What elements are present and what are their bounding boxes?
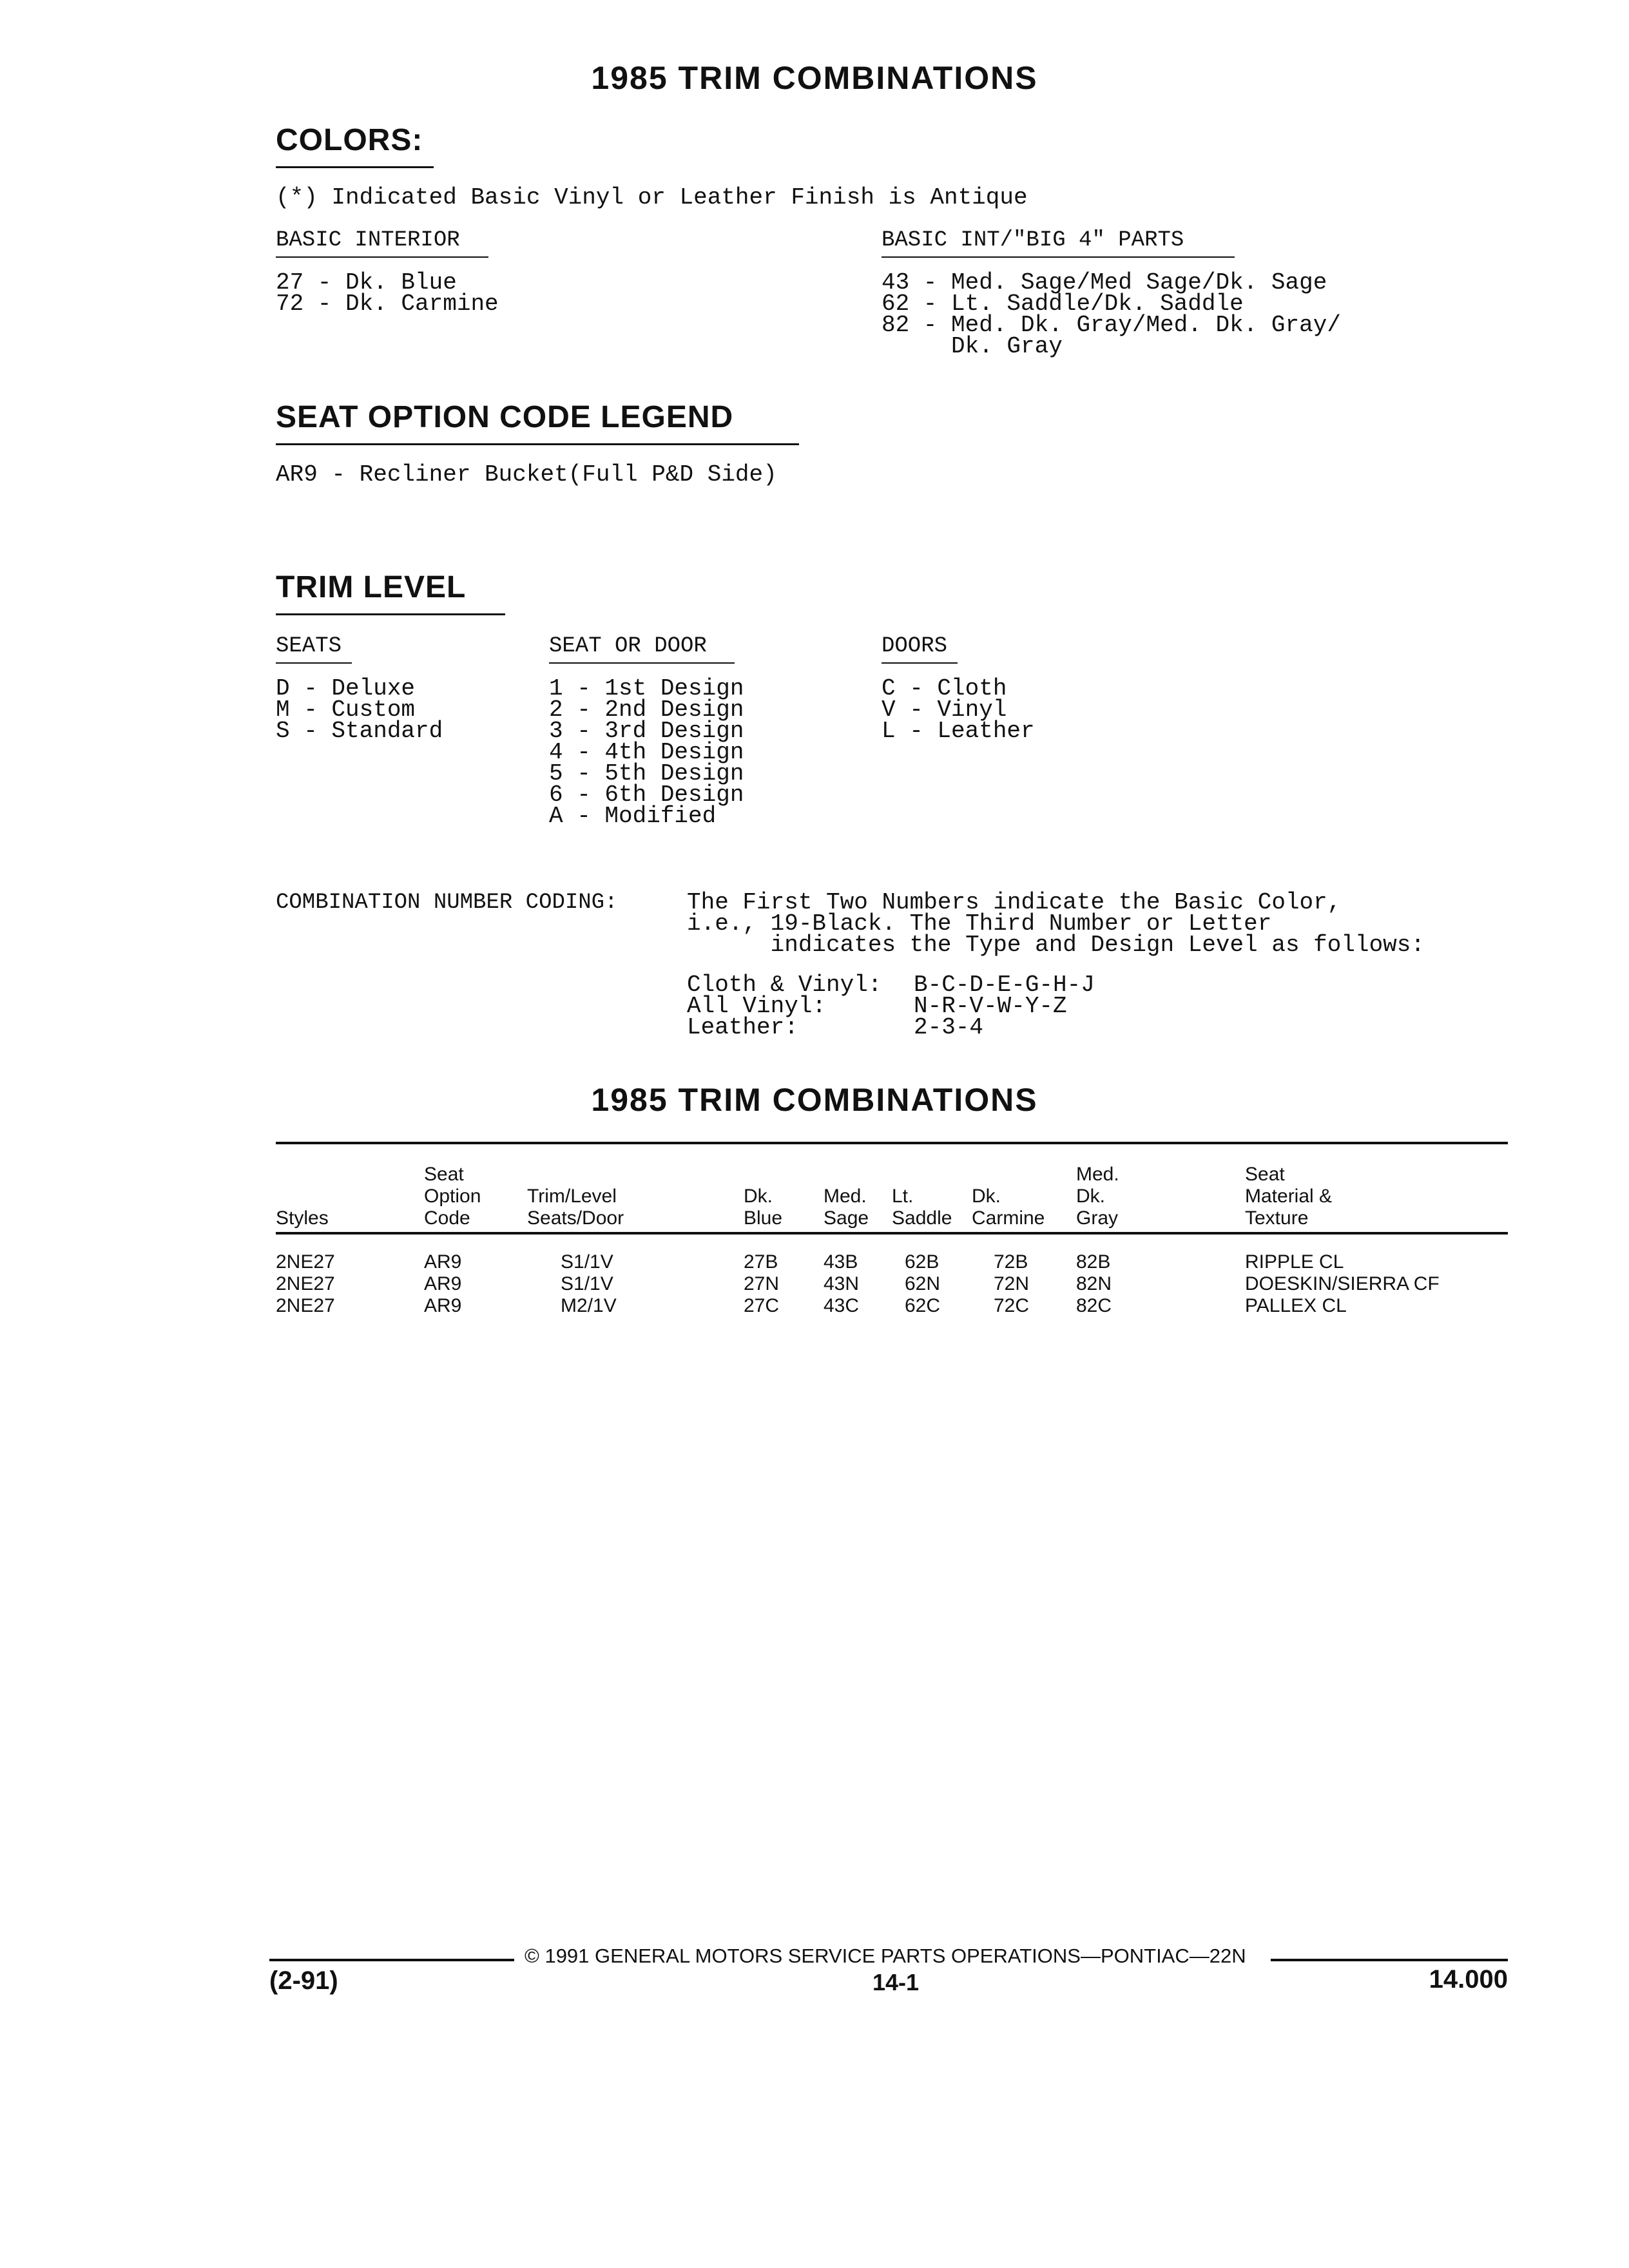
cell-trim-level: S1/1V xyxy=(561,1273,613,1294)
cell-seat-material: RIPPLE CL xyxy=(1245,1251,1344,1273)
cell-med-dk-gray: 82B xyxy=(1076,1251,1111,1273)
col-header-styles xyxy=(276,1207,329,1229)
seat-or-door-header: SEAT OR DOOR xyxy=(549,634,707,658)
list-item: 6 - 6th Design xyxy=(549,782,744,808)
colors-underline xyxy=(276,166,434,168)
trim-level-underline xyxy=(276,613,505,615)
cell-style: 2NE27 xyxy=(276,1251,335,1273)
cell-med-sage: 43C xyxy=(824,1295,860,1316)
coding-description xyxy=(687,889,1425,958)
page-title: 1985 TRIM COMBINATIONS xyxy=(591,60,1038,96)
col-header-trim-level xyxy=(527,1186,624,1229)
header-line: Blue xyxy=(744,1207,783,1229)
table-top-rule xyxy=(276,1142,1508,1144)
table-title: 1985 TRIM COMBINATIONS xyxy=(591,1082,1038,1118)
col-header-dk-blue xyxy=(744,1186,782,1229)
big4-header: BASIC INT/"BIG 4" PARTS xyxy=(882,228,1184,253)
header-line: Seat xyxy=(1245,1164,1285,1185)
cell-dk-carmine: 72C xyxy=(994,1295,1030,1316)
coding-type-codes-item: N-R-V-W-Y-Z xyxy=(914,993,1067,1019)
header-line: Option xyxy=(424,1186,481,1207)
header-line: Texture xyxy=(1245,1207,1309,1229)
header-line: Material & xyxy=(1245,1186,1333,1207)
cell-lt-saddle: 62C xyxy=(905,1295,941,1316)
coding-type-codes-item: B-C-D-E-G-H-J xyxy=(914,972,1095,998)
big4-list xyxy=(882,269,1341,360)
header-line: Saddle xyxy=(892,1207,952,1229)
coding-type-label: All Vinyl: xyxy=(687,993,827,1019)
header-line: Dk. xyxy=(972,1186,1001,1207)
cell-seat-option: AR9 xyxy=(424,1295,462,1316)
footer-page-number: 14-1 xyxy=(872,1969,920,1995)
list-item: A - Modified xyxy=(549,803,717,829)
col-header-med-sage xyxy=(824,1186,869,1229)
header-line: Lt. xyxy=(892,1186,914,1207)
seat-option-heading: SEAT OPTION CODE LEGEND xyxy=(276,400,734,434)
header-line: Sage xyxy=(824,1207,869,1229)
list-item: L - Leather xyxy=(882,718,1035,744)
footer-date: (2-91) xyxy=(269,1966,338,1995)
cell-lt-saddle: 62N xyxy=(905,1273,941,1294)
col-header-dk-carmine xyxy=(972,1186,1045,1229)
footer-section-number: 14.000 xyxy=(1429,1965,1508,1994)
col-header-seat-material xyxy=(1245,1164,1332,1229)
header-line: Seat xyxy=(424,1164,464,1185)
list-item: 27 - Dk. Blue xyxy=(276,269,457,296)
footer-rule-right xyxy=(1271,1959,1508,1961)
coding-type-codes-item: 2-3-4 xyxy=(914,1014,984,1041)
doors-underline xyxy=(882,662,958,664)
cell-dk-blue: 27B xyxy=(744,1251,778,1273)
header-line: Styles xyxy=(276,1207,329,1229)
trim-level-heading: TRIM LEVEL xyxy=(276,570,467,604)
seat-option-item: AR9 - Recliner Bucket(Full P&D Side) xyxy=(276,461,777,488)
list-item: S - Standard xyxy=(276,718,443,744)
basic-interior-underline xyxy=(276,256,488,258)
list-item: 1 - 1st Design xyxy=(549,675,744,702)
colors-heading: COLORS: xyxy=(276,123,423,157)
cell-dk-carmine: 72B xyxy=(994,1251,1028,1273)
header-line: Carmine xyxy=(972,1207,1045,1229)
list-item: 4 - 4th Design xyxy=(549,739,744,765)
colors-note: (*) Indicated Basic Vinyl or Leather Finish is Antique xyxy=(276,184,1028,211)
big4-underline xyxy=(882,256,1235,258)
footer-copyright: © 1991 GENERAL MOTORS SERVICE PARTS OPERATIONS—PONTIAC—22N xyxy=(525,1945,1246,1967)
cell-med-sage: 43B xyxy=(824,1251,858,1273)
list-item: 72 - Dk. Carmine xyxy=(276,291,499,317)
seats-list xyxy=(276,675,443,744)
cell-dk-blue: 27C xyxy=(744,1295,780,1316)
col-header-lt-saddle xyxy=(892,1186,952,1229)
cell-med-dk-gray: 82N xyxy=(1076,1273,1112,1294)
header-line: Med. xyxy=(1076,1164,1119,1185)
cell-lt-saddle: 62B xyxy=(905,1251,940,1273)
coding-line: i.e., 19-Black. The Third Number or Letter xyxy=(687,910,1272,937)
coding-line: indicates the Type and Design Level as follows: xyxy=(687,932,1425,958)
col-header-med-dk-gray xyxy=(1076,1164,1119,1229)
cell-seat-material: PALLEX CL xyxy=(1245,1295,1347,1316)
coding-line: The First Two Numbers indicate the Basic Color, xyxy=(687,889,1342,916)
header-line: Dk. xyxy=(1076,1186,1105,1207)
header-line: Med. xyxy=(824,1186,867,1207)
coding-type-label: Cloth & Vinyl: xyxy=(687,972,882,998)
seat-or-door-underline xyxy=(549,662,735,664)
basic-interior-header: BASIC INTERIOR xyxy=(276,228,460,253)
coding-type-codes xyxy=(914,972,1095,1041)
cell-style: 2NE27 xyxy=(276,1295,335,1316)
list-item: M - Custom xyxy=(276,697,416,723)
list-item: 82 - Med. Dk. Gray/Med. Dk. Gray/ xyxy=(882,312,1341,338)
seat-option-underline xyxy=(276,443,799,445)
list-item: V - Vinyl xyxy=(882,697,1007,723)
coding-type-labels xyxy=(687,972,882,1041)
header-line: Code xyxy=(424,1207,470,1229)
seat-or-door-list xyxy=(549,675,744,829)
cell-seat-material: DOESKIN/SIERRA CF xyxy=(1245,1273,1440,1294)
header-line: Gray xyxy=(1076,1207,1119,1229)
cell-dk-carmine: 72N xyxy=(994,1273,1030,1294)
list-item: 3 - 3rd Design xyxy=(549,718,744,744)
list-item: 43 - Med. Sage/Med Sage/Dk. Sage xyxy=(882,269,1327,296)
coding-type-label: Leather: xyxy=(687,1014,798,1041)
list-item: 5 - 5th Design xyxy=(549,760,744,787)
cell-style: 2NE27 xyxy=(276,1273,335,1294)
list-item: Dk. Gray xyxy=(882,333,1063,360)
footer-rule-left xyxy=(269,1959,514,1961)
seats-underline xyxy=(276,662,352,664)
basic-interior-list xyxy=(276,269,499,317)
table-header-rule xyxy=(276,1232,1508,1235)
cell-med-dk-gray: 82C xyxy=(1076,1295,1112,1316)
coding-label: COMBINATION NUMBER CODING: xyxy=(276,890,618,915)
header-line: Trim/Level xyxy=(527,1186,617,1207)
header-line: Seats/Door xyxy=(527,1207,624,1229)
cell-seat-option: AR9 xyxy=(424,1251,462,1273)
col-header-seat-option xyxy=(424,1164,481,1229)
cell-trim-level: S1/1V xyxy=(561,1251,613,1273)
list-item: 62 - Lt. Saddle/Dk. Saddle xyxy=(882,291,1244,317)
list-item: D - Deluxe xyxy=(276,675,416,702)
doors-header: DOORS xyxy=(882,634,948,658)
seats-header: SEATS xyxy=(276,634,342,658)
list-item: 2 - 2nd Design xyxy=(549,697,744,723)
header-line: Dk. xyxy=(744,1186,773,1207)
cell-med-sage: 43N xyxy=(824,1273,860,1294)
cell-dk-blue: 27N xyxy=(744,1273,780,1294)
list-item: C - Cloth xyxy=(882,675,1007,702)
cell-seat-option: AR9 xyxy=(424,1273,462,1294)
doors-list xyxy=(882,675,1035,744)
cell-trim-level: M2/1V xyxy=(561,1295,617,1316)
